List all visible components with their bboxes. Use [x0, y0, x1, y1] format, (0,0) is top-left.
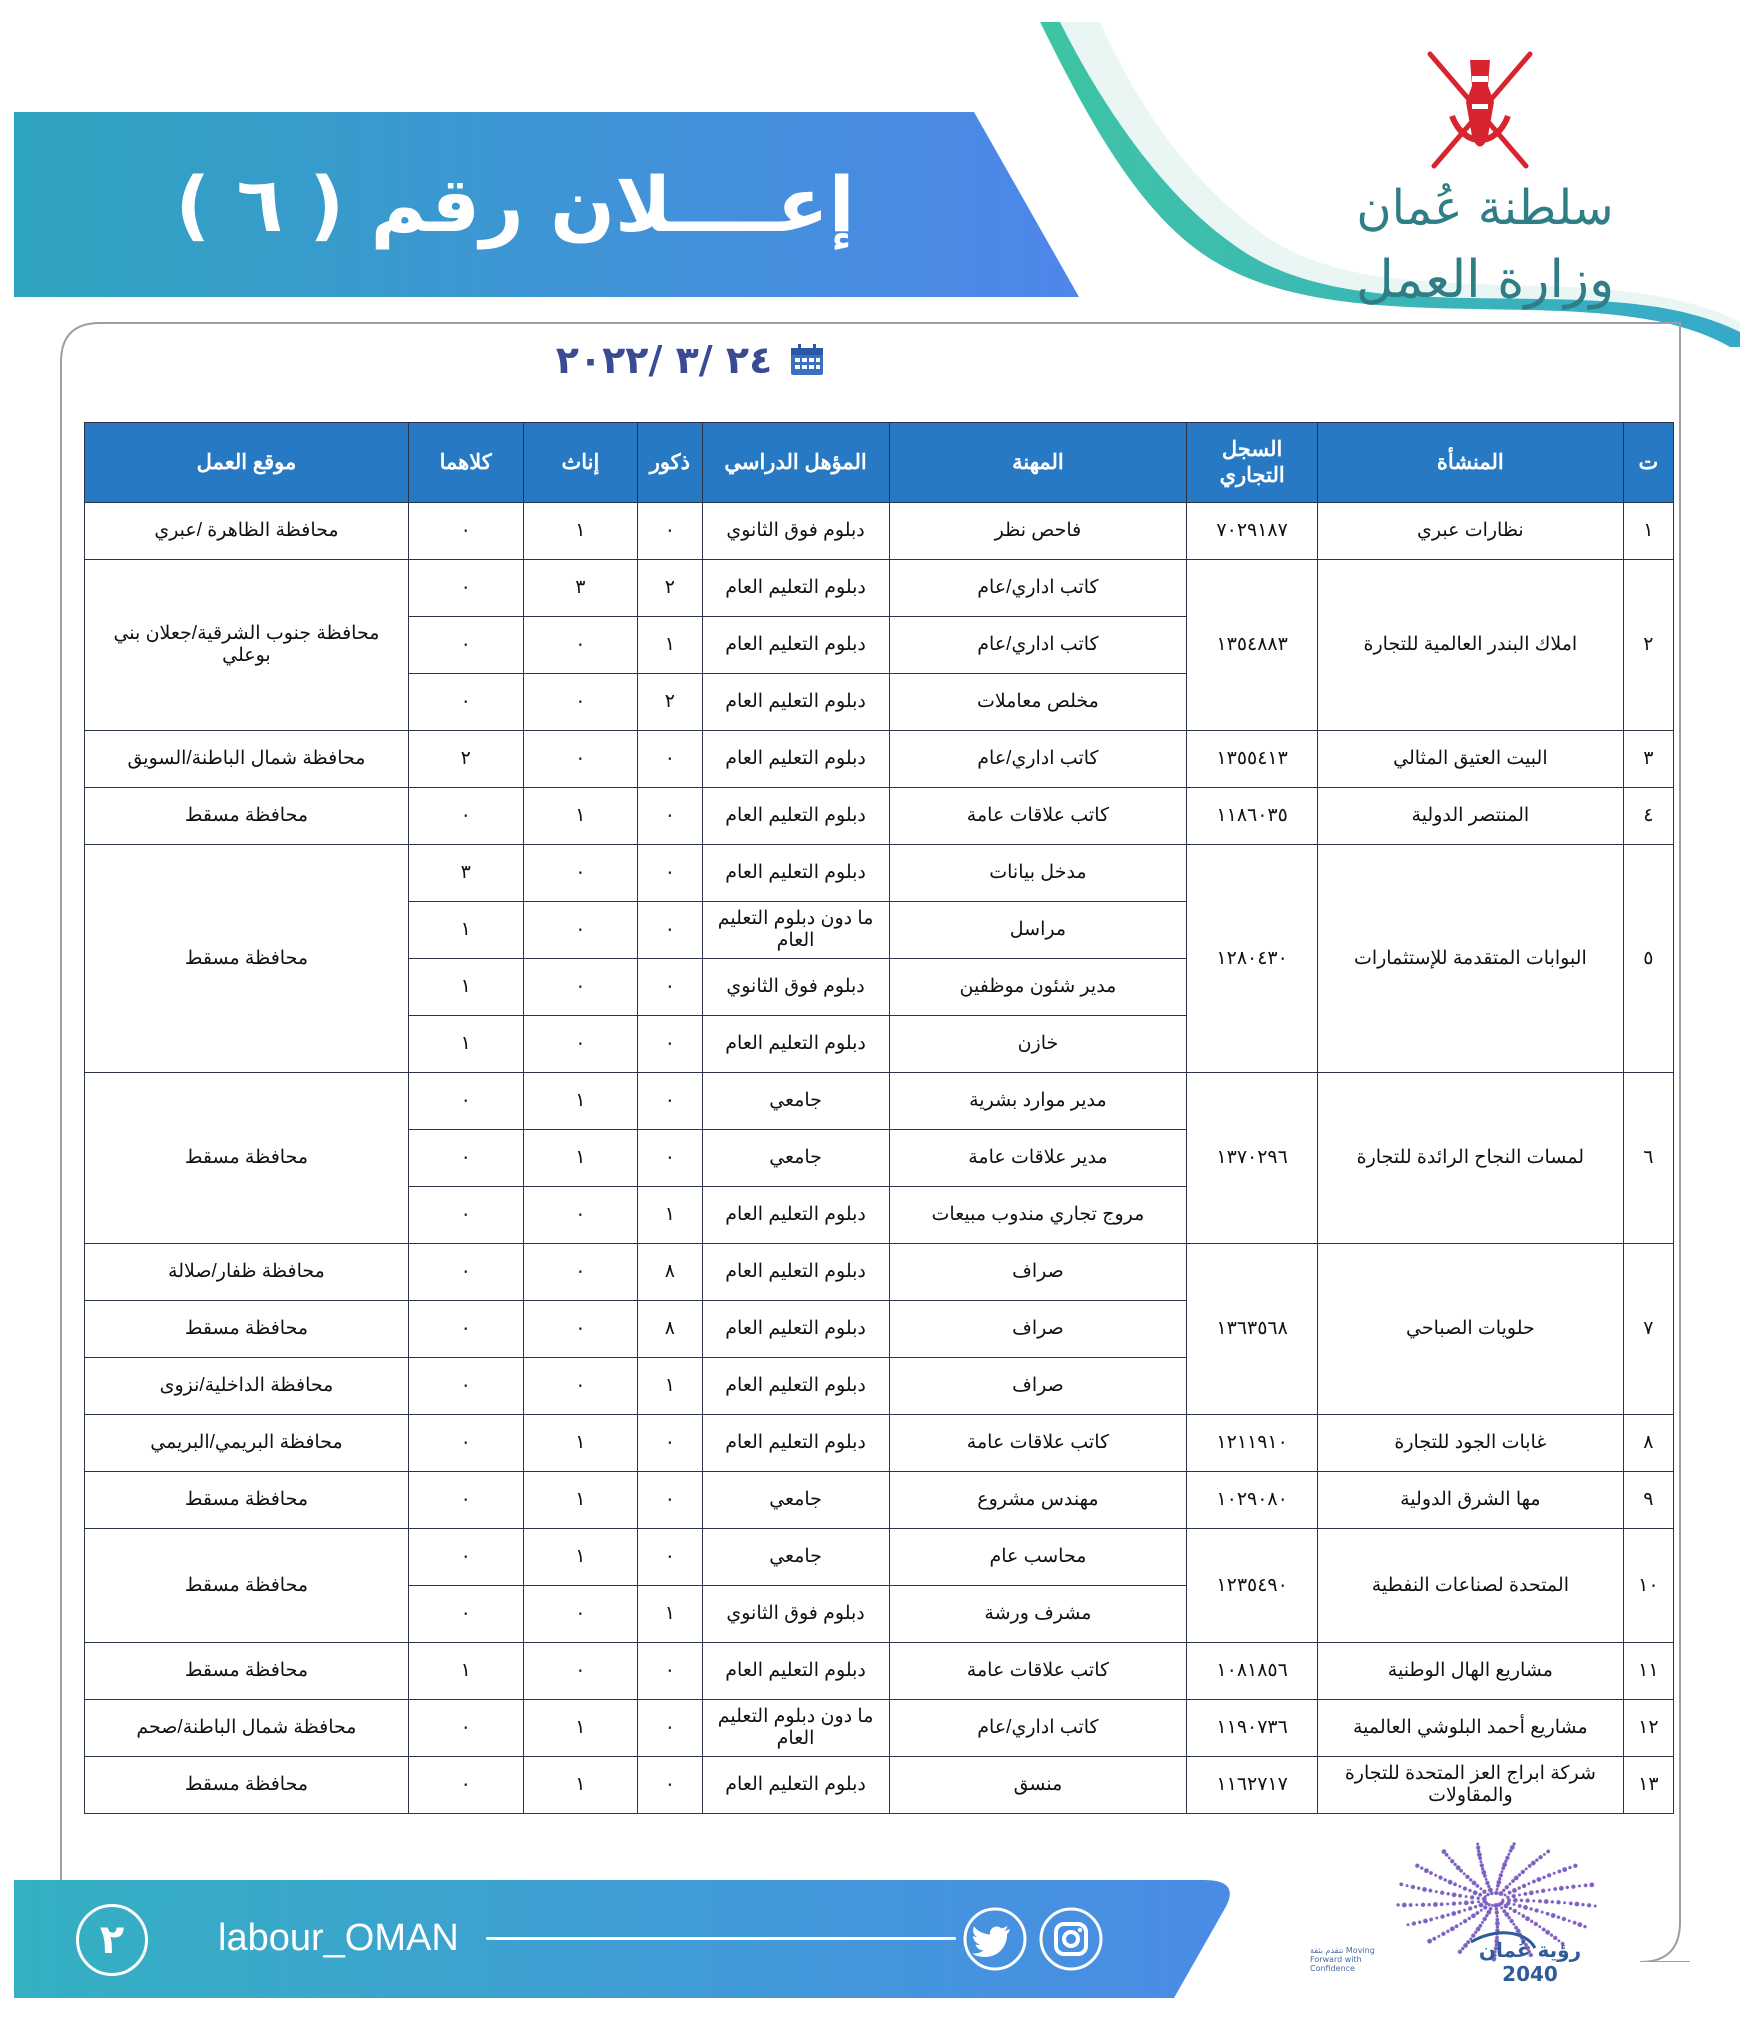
qualification: جامعي [702, 1073, 889, 1130]
female-count: ١ [523, 1073, 638, 1130]
work-location: محافظة مسقط [85, 788, 409, 845]
qualification: دبلوم التعليم العام [702, 1643, 889, 1700]
col-header-qualification: المؤهل الدراسي [702, 423, 889, 503]
company-name: شركة ابراج العز المتحدة للتجارة والمقاولات [1318, 1757, 1624, 1814]
row-number: ١٠ [1623, 1529, 1673, 1643]
both-count: ٠ [408, 674, 523, 731]
table-row [85, 1757, 1674, 1814]
work-location: محافظة مسقط [85, 1073, 409, 1244]
page-number: ٢ [76, 1904, 148, 1976]
female-count: ١ [523, 1700, 638, 1757]
qualification: دبلوم التعليم العام [702, 788, 889, 845]
male-count: ١ [638, 1187, 702, 1244]
instagram-icon[interactable] [1038, 1906, 1104, 1972]
work-location: محافظة جنوب الشرقية/جعلان بني بوعلي [85, 560, 409, 731]
work-location: محافظة مسقط [85, 1757, 409, 1814]
qualification: دبلوم التعليم العام [702, 674, 889, 731]
footer-divider [486, 1937, 956, 1940]
qualification: جامعي [702, 1130, 889, 1187]
profession: فاحص نظر [889, 503, 1187, 560]
profession: مراسل [889, 902, 1187, 959]
both-count: ٠ [408, 1700, 523, 1757]
female-count: ٠ [523, 1301, 638, 1358]
male-count: ٠ [638, 1073, 702, 1130]
announcement-title: إعــــلان رقم ( ٦ ) [175, 160, 855, 249]
both-count: ٠ [408, 1415, 523, 1472]
table-row [85, 560, 1674, 617]
qualification: دبلوم التعليم العام [702, 1301, 889, 1358]
profession: منسق [889, 1757, 1187, 1814]
oman-emblem-icon [1418, 46, 1542, 178]
col-header-male: ذكور [638, 423, 702, 503]
col-header-female: إناث [523, 423, 638, 503]
table-row [85, 1700, 1674, 1757]
qualification: ما دون دبلوم التعليم العام [702, 902, 889, 959]
company-name: مشاريع أحمد البلوشي العالمية [1318, 1700, 1624, 1757]
company-name: مشاريع الهال الوطنية [1318, 1643, 1624, 1700]
both-count: ٠ [408, 1586, 523, 1643]
col-header-both: كلاهما [408, 423, 523, 503]
government-name: سلطنة عُمان [1356, 180, 1614, 236]
qualification: دبلوم التعليم العام [702, 1358, 889, 1415]
male-count: ١ [638, 1586, 702, 1643]
female-count: ١ [523, 503, 638, 560]
col-header-profession: المهنة [889, 423, 1187, 503]
both-count: ٣ [408, 845, 523, 902]
both-count: ٠ [408, 1187, 523, 1244]
row-number: ٢ [1623, 560, 1673, 731]
row-number: ٩ [1623, 1472, 1673, 1529]
qualification: دبلوم التعليم العام [702, 1757, 889, 1814]
qualification: دبلوم التعليم العام [702, 560, 889, 617]
commercial-registration: ١٣٥٤٨٨٣ [1187, 560, 1318, 731]
company-name: البيت العتيق المثالي [1318, 731, 1624, 788]
female-count: ٠ [523, 1016, 638, 1073]
male-count: ٠ [638, 1643, 702, 1700]
male-count: ٨ [638, 1301, 702, 1358]
table-row [85, 788, 1674, 845]
work-location: محافظة البريمي/البريمي [85, 1415, 409, 1472]
female-count: ١ [523, 1415, 638, 1472]
qualification: دبلوم التعليم العام [702, 617, 889, 674]
male-count: ٠ [638, 788, 702, 845]
male-count: ٠ [638, 1415, 702, 1472]
moving-forward-logo: نتقدم بثقة Moving Forward with Confidence [1310, 1946, 1375, 1973]
both-count: ٠ [408, 1529, 523, 1586]
both-count: ١ [408, 959, 523, 1016]
company-name: مها الشرق الدولية [1318, 1472, 1624, 1529]
profession: مهندس مشروع [889, 1472, 1187, 1529]
date-row [520, 335, 860, 385]
both-count: ٢ [408, 731, 523, 788]
row-number: ١٣ [1623, 1757, 1673, 1814]
female-count: ١ [523, 788, 638, 845]
female-count: ٠ [523, 731, 638, 788]
profession: كاتب علاقات عامة [889, 1643, 1187, 1700]
row-number: ١٢ [1623, 1700, 1673, 1757]
female-count: ٠ [523, 1244, 638, 1301]
qualification: دبلوم التعليم العام [702, 1187, 889, 1244]
qualification: دبلوم فوق الثانوي [702, 1586, 889, 1643]
twitter-icon[interactable] [962, 1906, 1028, 1972]
female-count: ٠ [523, 959, 638, 1016]
female-count: ١ [523, 1529, 638, 1586]
qualification: دبلوم فوق الثانوي [702, 503, 889, 560]
female-count: ٠ [523, 1643, 638, 1700]
profession: كاتب اداري/عام [889, 560, 1187, 617]
row-number: ٧ [1623, 1244, 1673, 1415]
female-count: ٠ [523, 617, 638, 674]
both-count: ٠ [408, 1244, 523, 1301]
work-location: محافظة مسقط [85, 1643, 409, 1700]
qualification: دبلوم التعليم العام [702, 1415, 889, 1472]
female-count: ٣ [523, 560, 638, 617]
profession: كاتب علاقات عامة [889, 1415, 1187, 1472]
qualification: جامعي [702, 1472, 889, 1529]
profession: كاتب اداري/عام [889, 1700, 1187, 1757]
table-row [85, 1415, 1674, 1472]
female-count: ٠ [523, 845, 638, 902]
both-count: ٠ [408, 1757, 523, 1814]
qualification: دبلوم التعليم العام [702, 845, 889, 902]
both-count: ١ [408, 902, 523, 959]
commercial-registration: ٧٠٢٩١٨٧ [1187, 503, 1318, 560]
row-number: ١ [1623, 503, 1673, 560]
male-count: ٨ [638, 1244, 702, 1301]
male-count: ٠ [638, 902, 702, 959]
table-row [85, 1244, 1674, 1301]
profession: صراف [889, 1358, 1187, 1415]
table-header-row [85, 423, 1674, 503]
row-number: ١١ [1623, 1643, 1673, 1700]
male-count: ٢ [638, 560, 702, 617]
profession: محاسب عام [889, 1529, 1187, 1586]
commercial-registration: ١٠٢٩٠٨٠ [1187, 1472, 1318, 1529]
col-header-location: موقع العمل [85, 423, 409, 503]
qualification: دبلوم التعليم العام [702, 1016, 889, 1073]
commercial-registration: ١١٨٦٠٣٥ [1187, 788, 1318, 845]
male-count: ٠ [638, 503, 702, 560]
male-count: ٠ [638, 1700, 702, 1757]
both-count: ٠ [408, 788, 523, 845]
work-location: محافظة مسقط [85, 1301, 409, 1358]
profession: كاتب اداري/عام [889, 617, 1187, 674]
female-count: ٠ [523, 1586, 638, 1643]
table-row [85, 1643, 1674, 1700]
profession: مخلص معاملات [889, 674, 1187, 731]
col-header-company: المنشأة [1318, 423, 1624, 503]
company-name: نظارات عبري [1318, 503, 1624, 560]
profession: مدير موارد بشرية [889, 1073, 1187, 1130]
company-name: املاك البندر العالمية للتجارة [1318, 560, 1624, 731]
qualification: ما دون دبلوم التعليم العام [702, 1700, 889, 1757]
row-number: ٤ [1623, 788, 1673, 845]
both-count: ٠ [408, 560, 523, 617]
female-count: ٠ [523, 902, 638, 959]
female-count: ٠ [523, 674, 638, 731]
both-count: ٠ [408, 1301, 523, 1358]
commercial-registration: ١١٦٢٧١٧ [1187, 1757, 1318, 1814]
row-number: ٦ [1623, 1073, 1673, 1244]
male-count: ١ [638, 1358, 702, 1415]
table-row [85, 1472, 1674, 1529]
both-count: ٠ [408, 1358, 523, 1415]
profession: مروج تجاري مندوب مبيعات [889, 1187, 1187, 1244]
female-count: ٠ [523, 1358, 638, 1415]
female-count: ٠ [523, 1187, 638, 1244]
qualification: دبلوم التعليم العام [702, 731, 889, 788]
work-location: محافظة الظاهرة /عبري [85, 503, 409, 560]
work-location: محافظة الداخلية/نزوى [85, 1358, 409, 1415]
table-row [85, 845, 1674, 902]
male-count: ٢ [638, 674, 702, 731]
commercial-registration: ١٣٦٣٥٦٨ [1187, 1244, 1318, 1415]
col-header-num: ت [1623, 423, 1673, 503]
commercial-registration: ١٢١١٩١٠ [1187, 1415, 1318, 1472]
jobs-table-body [85, 503, 1674, 1814]
male-count: ٠ [638, 1130, 702, 1187]
male-count: ٠ [638, 959, 702, 1016]
profession: صراف [889, 1301, 1187, 1358]
both-count: ٠ [408, 1073, 523, 1130]
male-count: ٠ [638, 1016, 702, 1073]
work-location: محافظة مسقط [85, 1472, 409, 1529]
qualification: دبلوم فوق الثانوي [702, 959, 889, 1016]
profession: مشرف ورشة [889, 1586, 1187, 1643]
profession: كاتب اداري/عام [889, 731, 1187, 788]
both-count: ١ [408, 1016, 523, 1073]
male-count: ٠ [638, 1529, 702, 1586]
commercial-registration: ١٣٧٠٢٩٦ [1187, 1073, 1318, 1244]
work-location: محافظة مسقط [85, 845, 409, 1073]
company-name: غابات الجود للتجارة [1318, 1415, 1624, 1472]
profession: صراف [889, 1244, 1187, 1301]
male-count: ٠ [638, 1472, 702, 1529]
male-count: ٠ [638, 845, 702, 902]
profession: مدير علاقات عامة [889, 1130, 1187, 1187]
both-count: ١ [408, 1643, 523, 1700]
profession: مدخل بيانات [889, 845, 1187, 902]
qualification: دبلوم التعليم العام [702, 1244, 889, 1301]
work-location: محافظة مسقط [85, 1529, 409, 1643]
commercial-registration: ١٢٣٥٤٩٠ [1187, 1529, 1318, 1643]
profession: مدير شئون موظفين [889, 959, 1187, 1016]
row-number: ٣ [1623, 731, 1673, 788]
female-count: ١ [523, 1130, 638, 1187]
company-name: البوابات المتقدمة للإستثمارات [1318, 845, 1624, 1073]
ministry-name: وزارة العمل [1355, 250, 1615, 310]
table-row [85, 1073, 1674, 1130]
commercial-registration: ١٢٨٠٤٣٠ [1187, 845, 1318, 1073]
work-location: محافظة شمال الباطنة/صحم [85, 1700, 409, 1757]
both-count: ٠ [408, 1130, 523, 1187]
male-count: ٠ [638, 731, 702, 788]
row-number: ٥ [1623, 845, 1673, 1073]
announcement-date: ٢٤ /٣ /٢٠٢٢ [555, 338, 773, 382]
commercial-registration: ١٠٨١٨٥٦ [1187, 1643, 1318, 1700]
table-row [85, 731, 1674, 788]
commercial-registration: ١٣٥٥٤١٣ [1187, 731, 1318, 788]
vision-2040-label: رؤية عُمان 2040 [1478, 1938, 1582, 1986]
company-name: المنتصر الدولية [1318, 788, 1624, 845]
female-count: ١ [523, 1757, 638, 1814]
male-count: ١ [638, 617, 702, 674]
company-name: حلويات الصباحي [1318, 1244, 1624, 1415]
company-name: المتحدة لصناعات النفطية [1318, 1529, 1624, 1643]
both-count: ٠ [408, 1472, 523, 1529]
social-handle[interactable]: labour_OMAN [218, 1917, 459, 1959]
calendar-icon [790, 344, 824, 376]
table-row [85, 1529, 1674, 1586]
row-number: ٨ [1623, 1415, 1673, 1472]
work-location: محافظة ظفار/صلالة [85, 1244, 409, 1301]
female-count: ١ [523, 1472, 638, 1529]
male-count: ٠ [638, 1757, 702, 1814]
both-count: ٠ [408, 503, 523, 560]
profession: خازن [889, 1016, 1187, 1073]
both-count: ٠ [408, 617, 523, 674]
work-location: محافظة شمال الباطنة/السويق [85, 731, 409, 788]
commercial-registration: ١١٩٠٧٣٦ [1187, 1700, 1318, 1757]
company-name: لمسات النجاح الرائدة للتجارة [1318, 1073, 1624, 1244]
table-row [85, 503, 1674, 560]
col-header-cr: السجل التجاري [1187, 423, 1318, 503]
profession: كاتب علاقات عامة [889, 788, 1187, 845]
qualification: جامعي [702, 1529, 889, 1586]
jobs-table [84, 422, 1674, 1814]
